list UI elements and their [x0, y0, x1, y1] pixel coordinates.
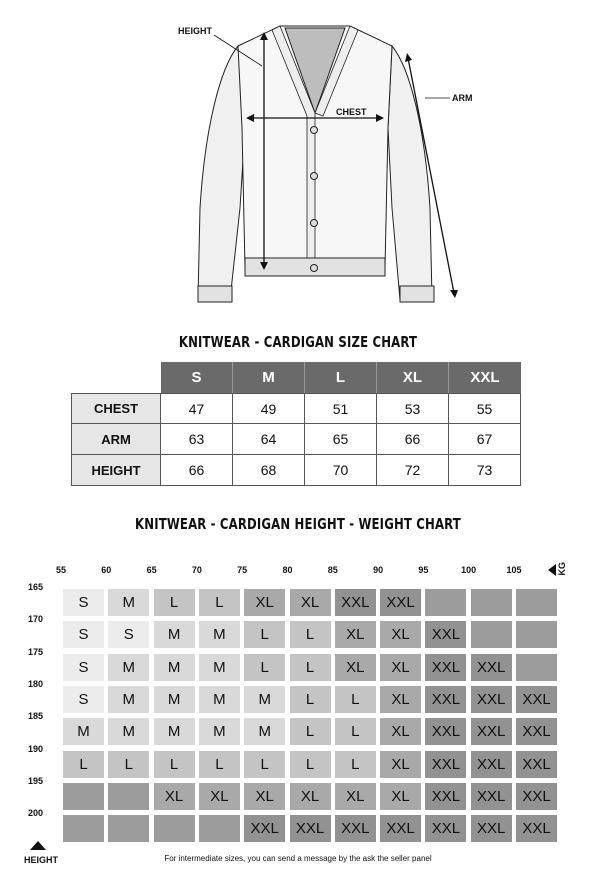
grid-cell: M — [198, 717, 241, 746]
grid-cell: XL — [198, 782, 241, 811]
grid-cell: XL — [243, 588, 286, 617]
grid-cell: XXL — [470, 717, 513, 746]
grid-cell: M — [153, 685, 196, 714]
grid-cell: M — [243, 685, 286, 714]
grid-cell: XL — [334, 782, 377, 811]
table-cell: 66 — [161, 455, 233, 486]
kg-axis-marker — [548, 562, 568, 576]
grid-cell: L — [289, 653, 332, 682]
table-row — [71, 393, 521, 424]
grid-cell: XXL — [515, 717, 558, 746]
grid-cell: XL — [379, 685, 422, 714]
size-header-xxl: XXL — [449, 362, 521, 393]
grid-cell: M — [153, 717, 196, 746]
grid-cell: XXL — [424, 814, 467, 843]
grid-cell: L — [289, 620, 332, 649]
grid-cell: XL — [153, 782, 196, 811]
grid-cell: M — [107, 685, 150, 714]
y-tick-label: 170 — [28, 614, 44, 625]
grid-cell: XXL — [470, 685, 513, 714]
table-cell: 67 — [449, 424, 521, 455]
y-tick-label: 175 — [28, 646, 44, 657]
grid-cell — [424, 588, 467, 617]
y-tick-label: 180 — [28, 678, 44, 689]
size-header-xl: XL — [377, 362, 449, 393]
grid-cell — [470, 588, 513, 617]
x-tick-label: 95 — [418, 565, 429, 575]
height-arrow-icon — [24, 841, 54, 851]
y-tick-label: 165 — [28, 582, 44, 592]
size-header-row — [71, 362, 521, 393]
grid-cell — [107, 782, 150, 811]
grid-cell: L — [289, 685, 332, 714]
grid-cell — [107, 814, 150, 843]
grid-cell: XL — [379, 750, 422, 779]
grid-cell: XXL — [243, 814, 286, 843]
grid-cell: L — [243, 750, 286, 779]
table-cell: 72 — [377, 455, 449, 486]
grid-cell: XXL — [424, 782, 467, 811]
grid-cell: L — [107, 750, 150, 779]
table-cell: 73 — [449, 455, 521, 486]
grid-cell: XXL — [515, 814, 558, 843]
y-tick-label: 190 — [28, 743, 44, 754]
grid-cell — [198, 814, 241, 843]
cardigan-illustration — [160, 8, 480, 318]
grid-cell: M — [198, 620, 241, 649]
grid-cell: XL — [243, 782, 286, 811]
table-cell: 70 — [305, 455, 377, 486]
grid-cell: S — [107, 620, 150, 649]
grid-cell: XL — [334, 653, 377, 682]
table-cell: 47 — [161, 393, 233, 424]
grid-cell — [515, 588, 558, 617]
grid-cell: L — [334, 685, 377, 714]
grid-cell: XL — [379, 653, 422, 682]
arm-label: ARM — [452, 93, 473, 103]
grid-cell: XXL — [470, 782, 513, 811]
grid-cell: S — [62, 653, 105, 682]
row-label-height: HEIGHT — [71, 455, 161, 486]
size-header-m: M — [233, 362, 305, 393]
size-header-s: S — [161, 362, 233, 393]
weight-chart-title: KNITWEAR - CARDIGAN HEIGHT - WEIGHT CHART — [135, 515, 461, 533]
grid-cell: XXL — [334, 814, 377, 843]
grid-cell: XL — [334, 620, 377, 649]
grid-cell: M — [243, 717, 286, 746]
y-tick-label: 200 — [28, 808, 44, 819]
table-cell: 68 — [233, 455, 305, 486]
grid-cell: XL — [289, 782, 332, 811]
grid-cell: L — [334, 717, 377, 746]
footnote: For intermediate sizes, you can send a message by the ask the seller panel — [164, 854, 432, 863]
grid-cell: XL — [379, 717, 422, 746]
row-label-chest: CHEST — [71, 393, 161, 424]
grid-cell: L — [243, 620, 286, 649]
row-label-arm: ARM — [71, 424, 161, 455]
grid-cell: XXL — [470, 750, 513, 779]
grid-cell: XXL — [379, 588, 422, 617]
x-tick-label: 60 — [101, 565, 112, 575]
table-cell: 63 — [161, 424, 233, 455]
grid-cell: XXL — [379, 814, 422, 843]
grid-cell: L — [198, 588, 241, 617]
table-cell: 51 — [305, 393, 377, 424]
grid-cell: XXL — [424, 653, 467, 682]
grid-cell: XXL — [470, 653, 513, 682]
x-tick-label: 100 — [461, 565, 477, 575]
grid-cell: M — [107, 588, 150, 617]
y-tick-label: 185 — [28, 711, 44, 722]
grid-cell — [470, 620, 513, 649]
size-header-l: L — [305, 362, 377, 393]
grid-cell: M — [153, 653, 196, 682]
grid-cell: XXL — [515, 782, 558, 811]
x-tick-label: 85 — [327, 565, 338, 575]
grid-cell: S — [62, 620, 105, 649]
table-cell: 64 — [233, 424, 305, 455]
grid-cell: XXL — [515, 750, 558, 779]
grid-cell: L — [243, 653, 286, 682]
grid-cell: L — [153, 588, 196, 617]
grid-cell: XXL — [424, 717, 467, 746]
grid-cell: M — [107, 717, 150, 746]
x-tick-label: 105 — [506, 565, 522, 575]
grid-cell: XXL — [470, 814, 513, 843]
grid-cell: XXL — [424, 685, 467, 714]
x-tick-label: 65 — [146, 565, 157, 575]
grid-cell: XL — [379, 620, 422, 649]
size-table — [71, 362, 521, 486]
x-tick-label: 80 — [282, 565, 293, 575]
grid-cell — [153, 814, 196, 843]
grid-cell: M — [107, 653, 150, 682]
size-chart-title: KNITWEAR - CARDIGAN SIZE CHART — [178, 333, 418, 351]
height-weight-grid — [0, 560, 596, 880]
grid-cell: XXL — [334, 588, 377, 617]
chest-label: CHEST — [336, 107, 367, 117]
grid-cell: XXL — [424, 620, 467, 649]
grid-cell — [515, 620, 558, 649]
grid-cell: M — [198, 685, 241, 714]
grid-cell — [515, 653, 558, 682]
grid-cell: M — [153, 620, 196, 649]
kg-axis-label: KG — [557, 562, 567, 576]
grid-cell: L — [289, 717, 332, 746]
grid-cell: L — [153, 750, 196, 779]
grid-cell: XXL — [424, 750, 467, 779]
grid-cell: S — [62, 588, 105, 617]
table-cell: 65 — [305, 424, 377, 455]
x-tick-label: 75 — [237, 565, 248, 575]
grid-cell: XXL — [289, 814, 332, 843]
grid-cell: S — [62, 685, 105, 714]
grid-cell — [62, 814, 105, 843]
x-tick-label: 70 — [191, 565, 202, 575]
grid-cell: XL — [289, 588, 332, 617]
grid-cell: XL — [379, 782, 422, 811]
height-axis-label: HEIGHT — [24, 855, 59, 865]
height-label: HEIGHT — [178, 26, 213, 36]
x-tick-label: 90 — [373, 565, 384, 575]
x-tick-label: 55 — [55, 565, 67, 575]
cardigan-drawing — [160, 8, 480, 318]
grid-cell: L — [289, 750, 332, 779]
table-corner — [71, 362, 161, 393]
table-cell: 66 — [377, 424, 449, 455]
grid-cell: M — [198, 653, 241, 682]
table-cell: 53 — [377, 393, 449, 424]
grid-cell: M — [62, 717, 105, 746]
table-cell: 49 — [233, 393, 305, 424]
grid-cell: L — [62, 750, 105, 779]
grid-cell — [62, 782, 105, 811]
y-tick-label: 195 — [28, 775, 44, 786]
table-row — [71, 455, 521, 486]
grid-cell: XXL — [515, 685, 558, 714]
table-cell: 55 — [449, 393, 521, 424]
grid-cell: L — [334, 750, 377, 779]
grid-cell: L — [198, 750, 241, 779]
table-row — [71, 424, 521, 455]
